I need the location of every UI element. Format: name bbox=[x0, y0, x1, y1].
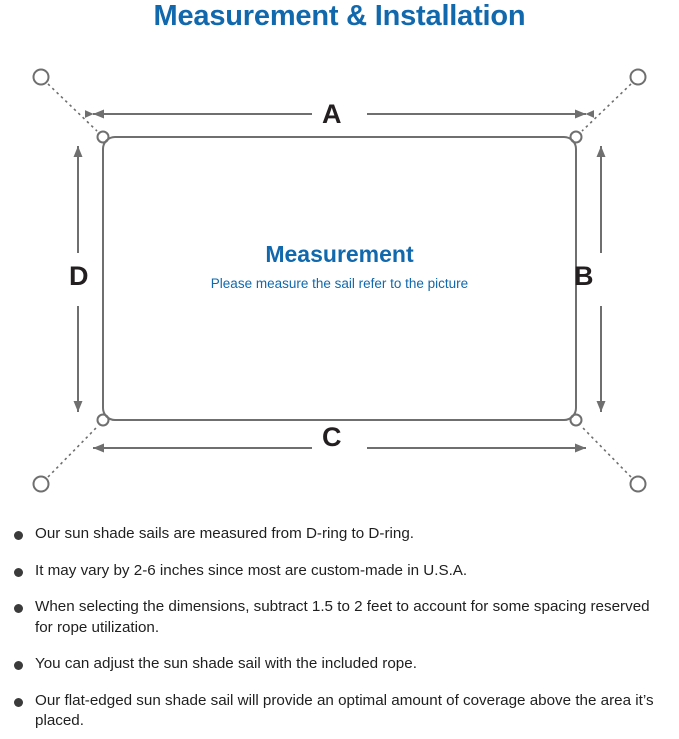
list-item bbox=[0, 597, 679, 638]
bullet-icon bbox=[14, 568, 23, 577]
anchor-bottom-right bbox=[631, 477, 646, 492]
rope-top-right bbox=[582, 84, 631, 131]
list-item bbox=[0, 524, 679, 545]
note-text: When selecting the dimensions, subtract 1.5 to 2 feet to account for some spacing reserved for rope utilization. bbox=[35, 598, 650, 636]
rope-bottom-right bbox=[582, 427, 631, 477]
anchor-bottom-left bbox=[34, 477, 49, 492]
dimension-label-b: B bbox=[574, 261, 594, 291]
note-text: Our flat-edged sun shade sail will provide an optimal amount of coverage above the area it’s placed. bbox=[35, 691, 654, 730]
anchor-top-right bbox=[631, 70, 646, 85]
bullet-icon bbox=[14, 661, 23, 670]
bullet-icon bbox=[14, 698, 23, 707]
note-text: Our sun shade sails are measured from D-ring to D-ring. bbox=[35, 525, 414, 542]
measurement-subtext: Please measure the sail refer to the picture bbox=[210, 276, 469, 291]
measurement-diagram bbox=[0, 48, 679, 518]
note-text: It may vary by 2-6 inches since most are custom-made in U.S.A. bbox=[35, 561, 468, 579]
dimension-label-a: A bbox=[322, 99, 342, 129]
d-ring-bottom-right bbox=[571, 415, 582, 426]
bullet-icon bbox=[14, 531, 23, 540]
d-ring-bottom-left bbox=[98, 415, 109, 426]
rope-bottom-left bbox=[48, 427, 97, 477]
list-item bbox=[0, 654, 679, 675]
dimension-label-c: C bbox=[322, 422, 342, 452]
dimension-label-d: D bbox=[69, 261, 89, 291]
anchor-top-left bbox=[34, 70, 49, 85]
notes-list bbox=[0, 524, 679, 732]
note-text: You can adjust the sun shade sail with the included rope. bbox=[35, 655, 417, 673]
rope-top-left bbox=[48, 84, 97, 131]
measurement-heading: Measurement bbox=[265, 241, 414, 267]
page-title: Measurement & Installation bbox=[153, 0, 526, 32]
d-ring-top-left bbox=[98, 132, 109, 143]
list-item bbox=[0, 691, 679, 732]
d-ring-top-right bbox=[571, 132, 582, 143]
bullet-icon bbox=[14, 604, 23, 613]
list-item bbox=[0, 561, 679, 582]
